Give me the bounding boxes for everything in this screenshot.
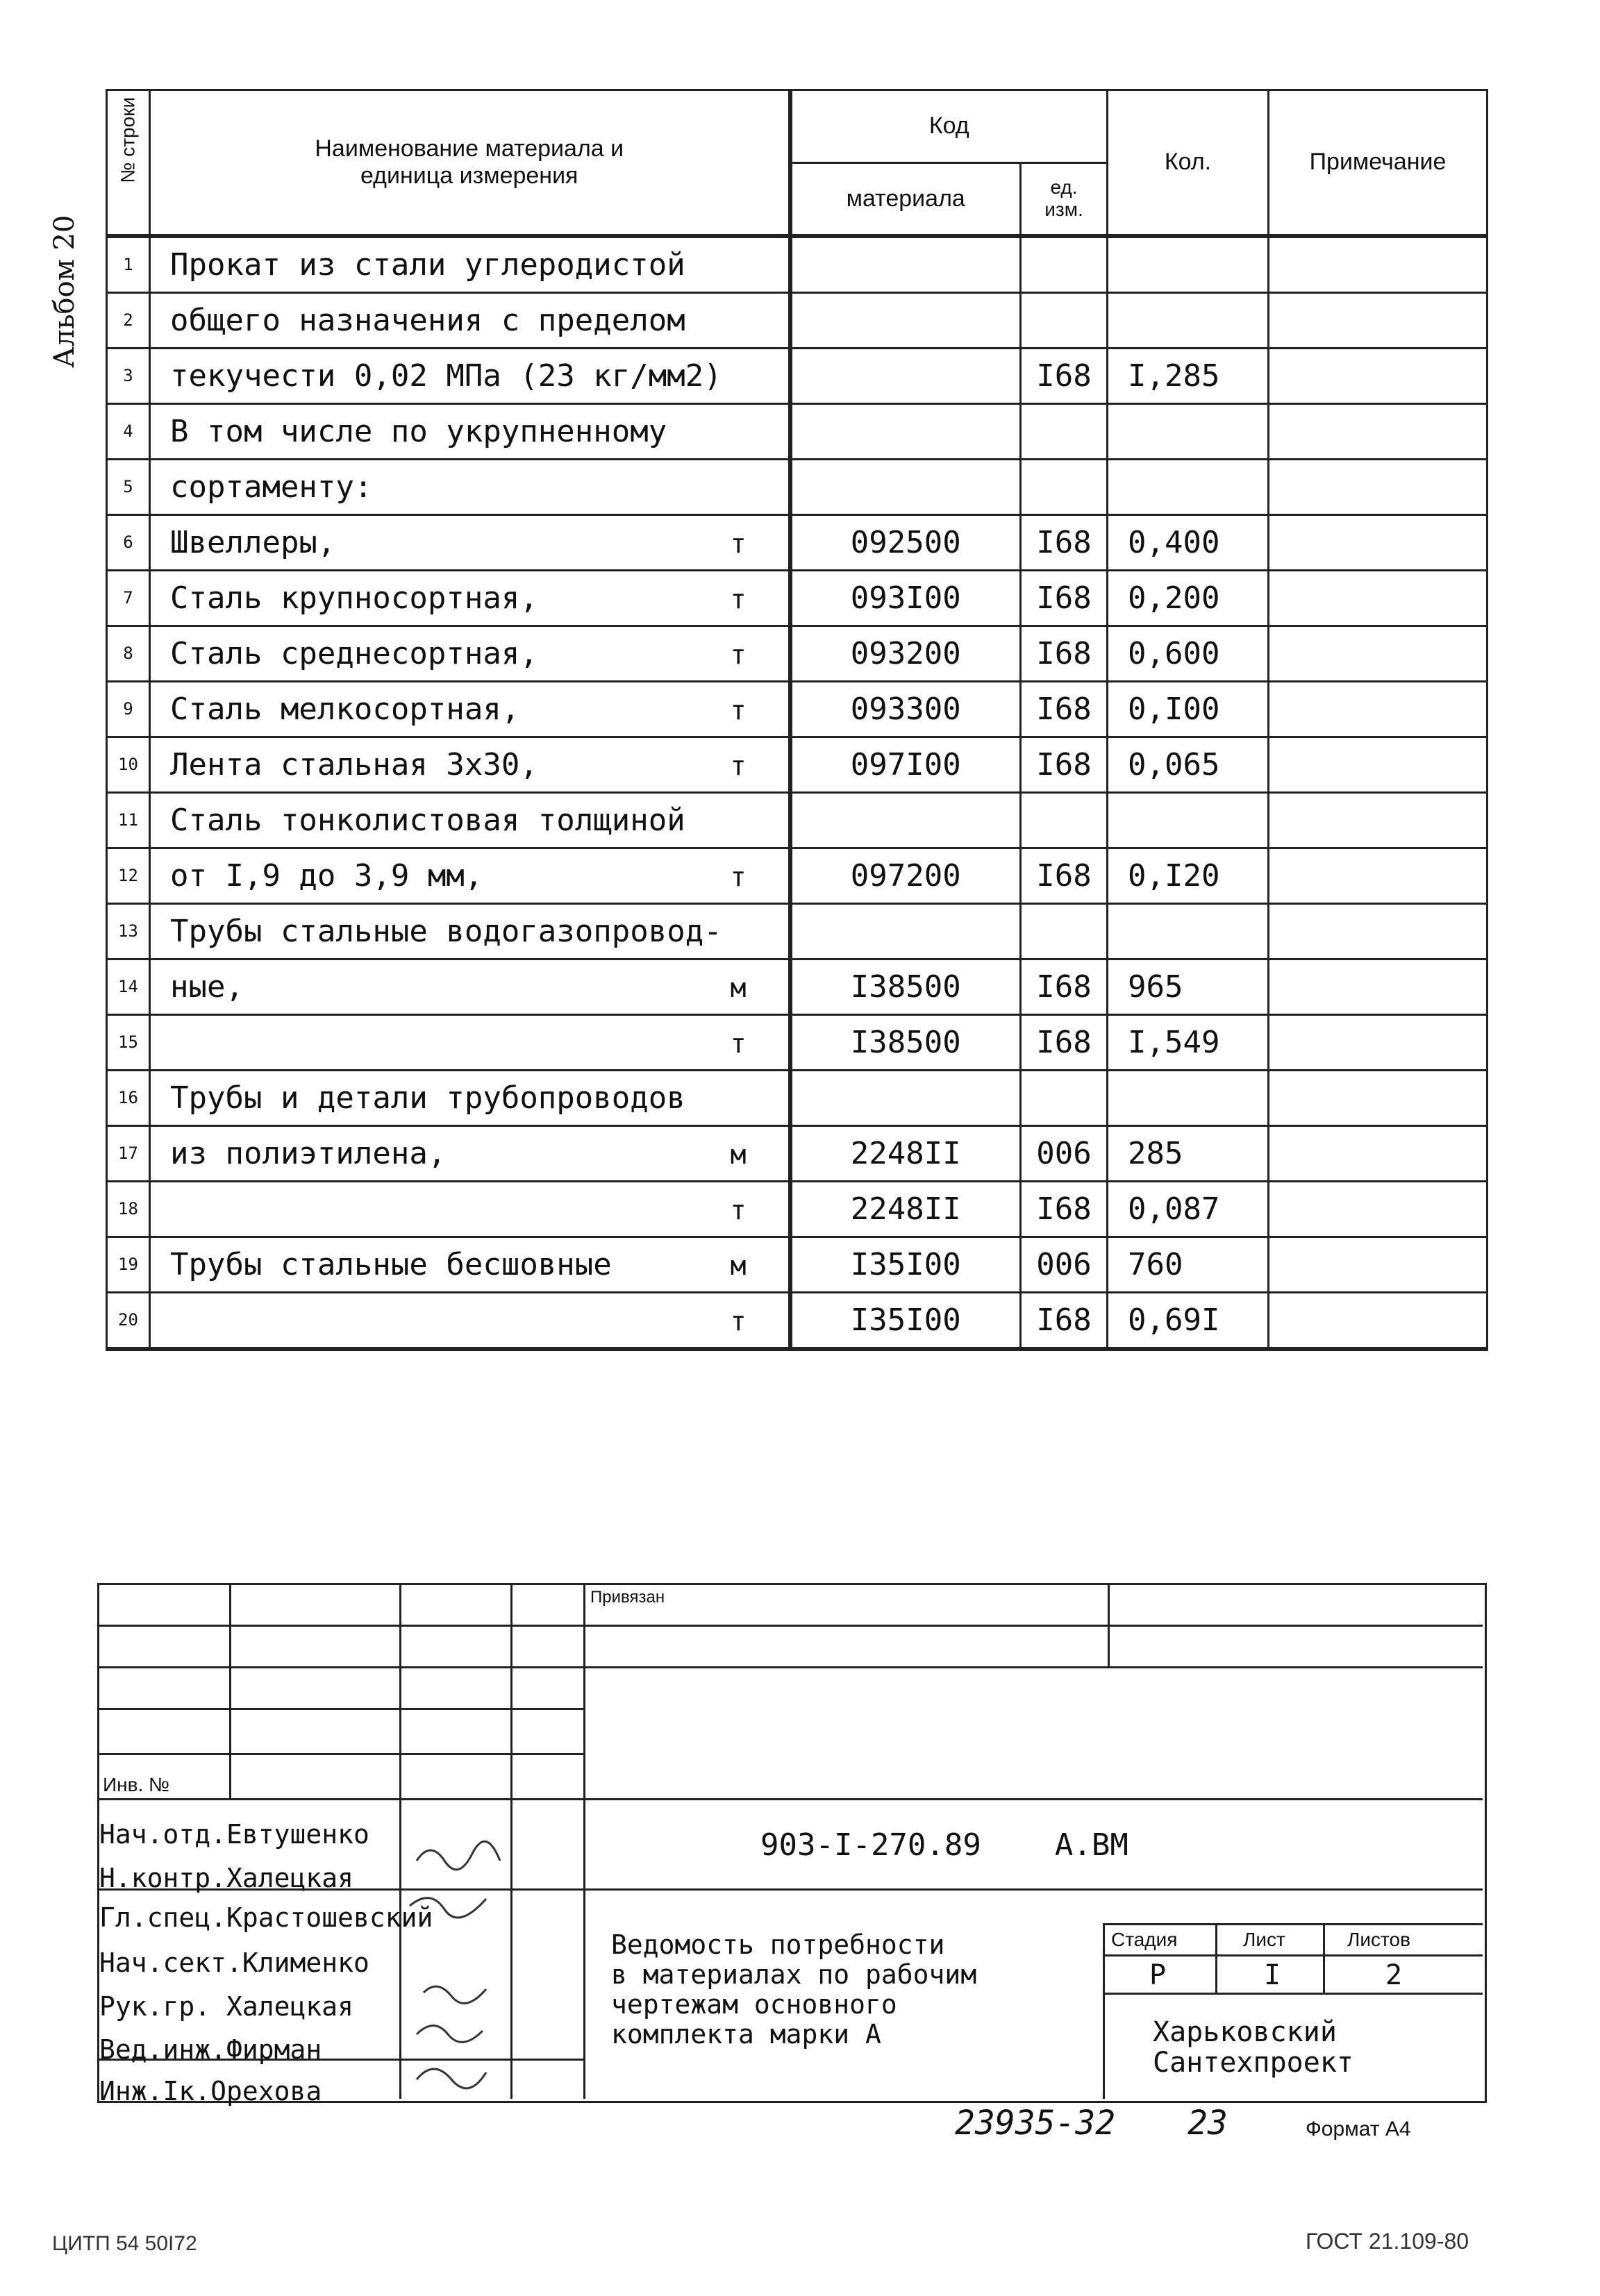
- note: [1269, 403, 1488, 459]
- note: [1269, 792, 1488, 848]
- sheet-label: Лист: [1243, 1929, 1285, 1950]
- material-code: 093I00: [790, 570, 1021, 626]
- note: [1269, 1181, 1488, 1237]
- table-row: [107, 1292, 1488, 1349]
- doc-title: Ведомость потребности в материалах по рабочим чертежам основного комплекта марки А: [611, 1929, 977, 2050]
- note: [1269, 1070, 1488, 1125]
- inv-label: Инв. №: [103, 1774, 170, 1795]
- row-number: 10: [107, 737, 150, 792]
- material-name: текучести 0,02 МПа (23 кг/мм2): [150, 348, 790, 403]
- quantity: I,285: [1108, 348, 1269, 403]
- row-number: 7: [107, 570, 150, 626]
- material-name: Трубы стальные водогазопровод-: [150, 903, 790, 959]
- material-code: [790, 348, 1021, 403]
- quantity: 0,I20: [1108, 848, 1269, 903]
- note: [1269, 1125, 1488, 1181]
- row-number: 4: [107, 403, 150, 459]
- unit: м: [730, 972, 747, 1003]
- material-code: 097I00: [790, 737, 1021, 792]
- unit-code: I68: [1021, 1014, 1108, 1070]
- organization: Харьковский Сантехпроект: [1153, 2016, 1353, 2079]
- unit-code: [1021, 1070, 1108, 1125]
- quantity: [1108, 403, 1269, 459]
- material-name: [150, 1292, 790, 1349]
- row-number: 12: [107, 848, 150, 903]
- material-code: [790, 792, 1021, 848]
- note: [1269, 737, 1488, 792]
- header-code-unit: ед. изм.: [1021, 163, 1108, 236]
- material-name: Трубы и детали трубопроводов: [150, 1070, 790, 1125]
- table-row: [107, 292, 1488, 348]
- header-code-material: материала: [790, 163, 1021, 236]
- unit-code: I68: [1021, 848, 1108, 903]
- table-row: [107, 514, 1488, 570]
- row-number: 2: [107, 292, 150, 348]
- row-number: 17: [107, 1125, 150, 1181]
- quantity: 0,400: [1108, 514, 1269, 570]
- quantity: [1108, 236, 1269, 293]
- unit: т: [730, 1305, 747, 1336]
- row-number: 3: [107, 348, 150, 403]
- material-code: I35I00: [790, 1292, 1021, 1349]
- material-name: В том числе по укрупненному: [150, 403, 790, 459]
- unit-code: [1021, 236, 1108, 293]
- doc-code: 903-I-270.89 А.ВМ: [760, 1827, 1128, 1863]
- note: [1269, 903, 1488, 959]
- archive-no: 23935-32: [955, 2104, 1116, 2143]
- material-code: 093200: [790, 626, 1021, 681]
- header-name: Наименование материала и единица измерения: [150, 90, 790, 236]
- note: [1269, 348, 1488, 403]
- quantity: 0,600: [1108, 626, 1269, 681]
- material-name: из полиэтилена, м: [150, 1125, 790, 1181]
- material-code: [790, 403, 1021, 459]
- material-name: Сталь тонколистовая толщиной: [150, 792, 790, 848]
- quantity: 0,I00: [1108, 681, 1269, 737]
- note: [1269, 514, 1488, 570]
- note: [1269, 681, 1488, 737]
- material-name: от I,9 до 3,9 мм, т: [150, 848, 790, 903]
- table-row: [107, 681, 1488, 737]
- material-code: [790, 459, 1021, 514]
- material-code: I38500: [790, 959, 1021, 1014]
- table-row: [107, 737, 1488, 792]
- material-code: 092500: [790, 514, 1021, 570]
- staff-entry: Рук.гр. Халецкая: [99, 1991, 354, 2022]
- note: [1269, 959, 1488, 1014]
- staff-entry: Нач.отд.Евтушенко: [99, 1819, 369, 1850]
- unit-code: I68: [1021, 959, 1108, 1014]
- material-code: I35I00: [790, 1237, 1021, 1292]
- stage-value: Р: [1149, 1959, 1167, 1991]
- materials-table: [106, 89, 1488, 1351]
- row-number: 11: [107, 792, 150, 848]
- unit-code: I68: [1021, 1292, 1108, 1349]
- table-row: [107, 1014, 1488, 1070]
- quantity: [1108, 903, 1269, 959]
- quantity: [1108, 1070, 1269, 1125]
- material-code: [790, 292, 1021, 348]
- material-name: Лента стальная 3х30, т: [150, 737, 790, 792]
- sheets-label: Листов: [1347, 1929, 1410, 1950]
- note: [1269, 1014, 1488, 1070]
- bound-label: Привязан: [590, 1588, 665, 1607]
- table-row: [107, 1125, 1488, 1181]
- table-row: [107, 626, 1488, 681]
- unit-code: I68: [1021, 681, 1108, 737]
- material-code: 097200: [790, 848, 1021, 903]
- note: [1269, 626, 1488, 681]
- row-number: 13: [107, 903, 150, 959]
- unit-code: I68: [1021, 570, 1108, 626]
- staff-entry: Н.контр.Халецкая: [99, 1863, 354, 1893]
- unit-code: I68: [1021, 626, 1108, 681]
- staff-entry: Гл.спец.Крастошевский: [99, 1902, 433, 1933]
- material-name: общего назначения с пределом: [150, 292, 790, 348]
- format-label: Формат А4: [1306, 2118, 1411, 2140]
- table-row: [107, 1181, 1488, 1237]
- note: [1269, 236, 1488, 293]
- unit-code: [1021, 792, 1108, 848]
- unit-code: [1021, 292, 1108, 348]
- row-number: 14: [107, 959, 150, 1014]
- material-name: Прокат из стали углеродистой: [150, 236, 790, 293]
- unit: т: [730, 528, 747, 559]
- material-name: Сталь мелкосортная, т: [150, 681, 790, 737]
- row-number: 18: [107, 1181, 150, 1237]
- unit: м: [730, 1250, 747, 1281]
- quantity: 0,065: [1108, 737, 1269, 792]
- sheets-value: 2: [1385, 1959, 1403, 1991]
- table-row: [107, 959, 1488, 1014]
- quantity: 0,69I: [1108, 1292, 1269, 1349]
- table-row: [107, 1237, 1488, 1292]
- quantity: [1108, 292, 1269, 348]
- material-code: 093300: [790, 681, 1021, 737]
- unit-code: I68: [1021, 737, 1108, 792]
- material-name: Швеллеры, т: [150, 514, 790, 570]
- gost-mark: ГОСТ 21.109-80: [1306, 2229, 1469, 2254]
- table-row: [107, 570, 1488, 626]
- row-number: 16: [107, 1070, 150, 1125]
- header-code: Код: [790, 90, 1108, 163]
- table-row: [107, 348, 1488, 403]
- material-code: I38500: [790, 1014, 1021, 1070]
- row-number: 9: [107, 681, 150, 737]
- quantity: 0,200: [1108, 570, 1269, 626]
- table-row: [107, 403, 1488, 459]
- page-no: 23: [1188, 2104, 1228, 2143]
- quantity: [1108, 792, 1269, 848]
- note: [1269, 292, 1488, 348]
- row-number: 15: [107, 1014, 150, 1070]
- row-number: 19: [107, 1237, 150, 1292]
- material-name: Сталь крупносортная, т: [150, 570, 790, 626]
- unit: м: [730, 1139, 747, 1170]
- quantity: I,549: [1108, 1014, 1269, 1070]
- table-row: [107, 848, 1488, 903]
- row-number: 8: [107, 626, 150, 681]
- material-name: ные, м: [150, 959, 790, 1014]
- note: [1269, 570, 1488, 626]
- material-code: [790, 903, 1021, 959]
- unit: т: [730, 639, 747, 670]
- row-number: 6: [107, 514, 150, 570]
- unit: т: [730, 1028, 747, 1059]
- quantity: 285: [1108, 1125, 1269, 1181]
- unit-code: 006: [1021, 1125, 1108, 1181]
- note: [1269, 1237, 1488, 1292]
- unit-code: I68: [1021, 514, 1108, 570]
- unit-code: 006: [1021, 1237, 1108, 1292]
- album-label: Альбом 20: [49, 215, 81, 368]
- material-code: 2248II: [790, 1125, 1021, 1181]
- unit-code: [1021, 403, 1108, 459]
- quantity: 965: [1108, 959, 1269, 1014]
- quantity: 760: [1108, 1237, 1269, 1292]
- signatures: [403, 1833, 514, 2097]
- table-row: [107, 459, 1488, 514]
- staff-entry: Вед.инж.Фирман: [99, 2034, 322, 2065]
- material-name: [150, 1014, 790, 1070]
- material-name: [150, 1181, 790, 1237]
- left-print-mark: ЦИТП 54 50I72: [52, 2232, 197, 2255]
- row-number: 1: [107, 236, 150, 293]
- quantity: 0,087: [1108, 1181, 1269, 1237]
- table-row: [107, 792, 1488, 848]
- material-name: Сталь среднесортная, т: [150, 626, 790, 681]
- material-code: [790, 1070, 1021, 1125]
- header-note: Примечание: [1269, 90, 1488, 236]
- unit: т: [730, 750, 747, 781]
- material-name: сортаменту:: [150, 459, 790, 514]
- material-code: [790, 236, 1021, 293]
- unit-code: [1021, 459, 1108, 514]
- table-row: [107, 236, 1488, 293]
- stage-label: Стадия: [1111, 1929, 1178, 1950]
- material-code: 2248II: [790, 1181, 1021, 1237]
- row-number: 20: [107, 1292, 150, 1349]
- staff-entry: Нач.сект.Клименко: [99, 1947, 369, 1978]
- note: [1269, 848, 1488, 903]
- table-row: [107, 1070, 1488, 1125]
- staff-entry: Инж.Iк.Орехова: [99, 2076, 322, 2106]
- unit-code: [1021, 903, 1108, 959]
- unit: т: [730, 694, 747, 726]
- unit: т: [730, 583, 747, 614]
- unit-code: I68: [1021, 348, 1108, 403]
- sheet-value: I: [1264, 1959, 1281, 1991]
- header-qty: Кол.: [1108, 90, 1269, 236]
- row-number: 5: [107, 459, 150, 514]
- note: [1269, 459, 1488, 514]
- unit-code: I68: [1021, 1181, 1108, 1237]
- table-row: [107, 903, 1488, 959]
- quantity: [1108, 459, 1269, 514]
- material-name: Трубы стальные бесшовные м: [150, 1237, 790, 1292]
- note: [1269, 1292, 1488, 1349]
- header-row-no: № строки: [107, 90, 150, 236]
- unit: т: [730, 861, 747, 892]
- unit: т: [730, 1194, 747, 1225]
